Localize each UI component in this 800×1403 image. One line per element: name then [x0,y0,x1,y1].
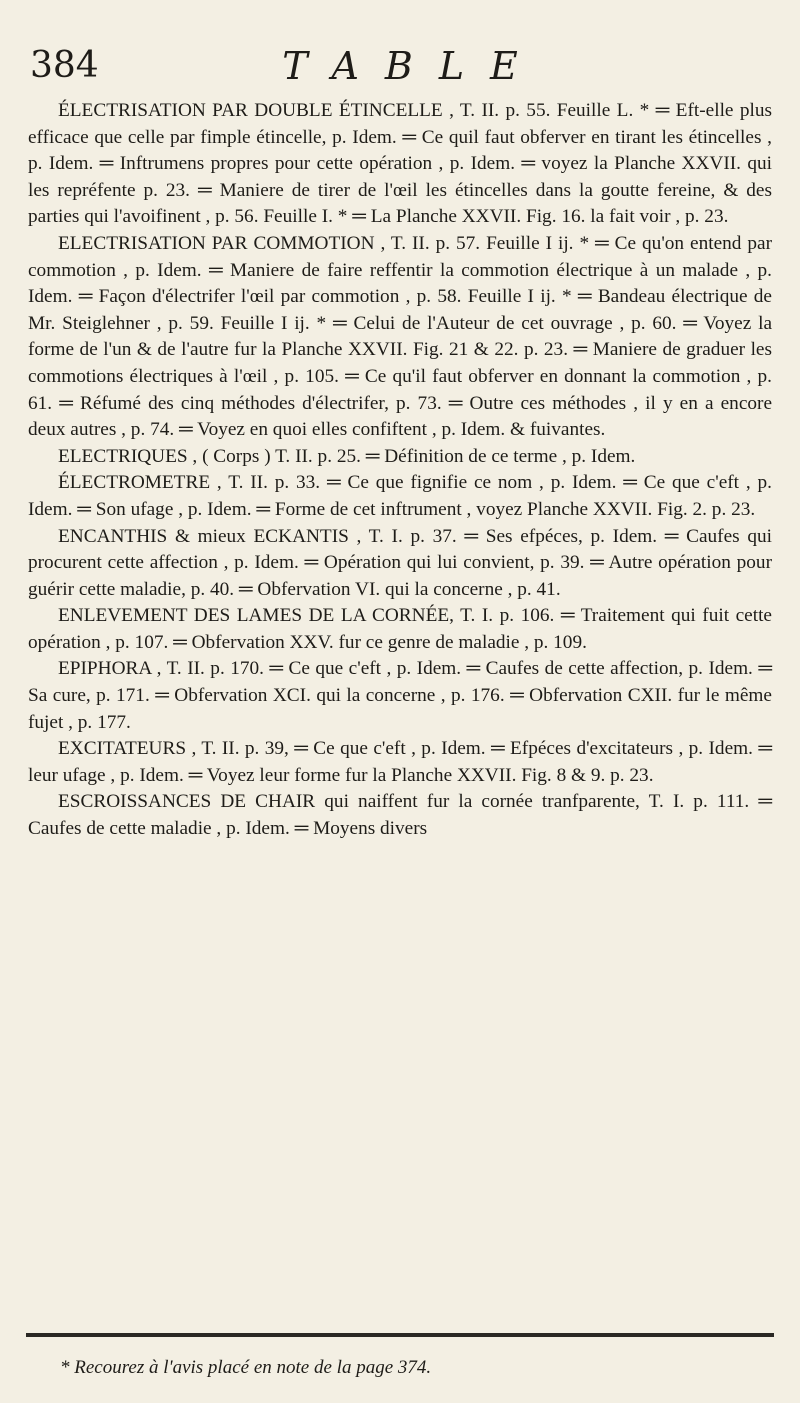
running-title: TABLE [282,44,544,88]
page-number: 384 [30,45,99,86]
index-entry: EXCITATEURS , T. II. p. 39, ═ Ce que c'eft , p. Idem. ═ Efpéces d'excitateurs , p. Idem. ═ leur ufage , p. Idem. ═ Voyez leur forme fur la Planche XXVII. Fig. 8 & 9. p. 23. [28,738,772,786]
index-entry: ÉLECTRISATION PAR DOUBLE ÉTINCELLE , T. II. p. 55. Feuille L. * ═ Eft-elle plus efficace que celle par fimple étincelle, p. Idem. ═ Ce quil faut obferver en tirant les étincelles , p. Idem. ═ Inftrumens propres pour cette opération , p. Idem. ═ voyez la Planche XXVII. qui les repréfente p. 23. ═ Maniere de tirer de l'œil les étincelles dans la goutte fereine, & des parties qui l'avoifinent , p. 56. Feuille I. * ═ La Planche XXVII. Fig. 16. la fait voir , p. 23. [28,100,772,228]
index-entry: ENCANTHIS & mieux ECKANTIS , T. I. p. 37. ═ Ses efpéces, p. Idem. ═ Caufes qui procurent cette affection , p. Idem. ═ Opération qui lui convient, p. 39. ═ Autre opération pour guérir cette maladie, p. 40. ═ Obfervation VI. qui la concerne , p. 41. [28,525,772,600]
page-header [30,36,770,96]
footnote-divider [26,1333,774,1337]
index-entry: ELECTRIQUES , ( Corps ) T. II. p. 25. ═ Définition de ce terme , p. Idem. [58,445,636,467]
index-entry: ELECTRISATION PAR COMMOTION , T. II. p. 57. Feuille I ij. * ═ Ce qu'on entend par commotion , p. Idem. ═ Maniere de faire reffentir la commotion électrique à un malade , p. Idem. ═ Façon d'électrifer l'œil par commotion , p. 58. Feuille I ij. * ═ Bandeau électrique de Mr. Steiglehner , p. 59. Feuille I ij. * ═ Celui de l'Auteur de cet ouvrage , p. 60. ═ Voyez la forme de l'un & de l'autre fur la Planche XXVII. Fig. 21 & 22. p. 23. ═ Maniere de graduer les commotions électriques à l'œil , p. 105. ═ Ce qu'il faut obferver en donnant la commotion , p. 61. ═ Réfumé des cinq méthodes d'électrifer, p. 73. ═ Outre ces méthodes , il y en a encore deux autres , p. 74. ═ Voyez en quoi elles confiftent , p. Idem. & fuivantes. [28,232,772,441]
index-body [28,98,772,843]
index-entry: ESCROISSANCES DE CHAIR qui naiffent fur la cornée tranfparente, T. I. p. 111. ═ Caufes de cette maladie , p. Idem. ═ Moyens divers [28,791,772,840]
footnote: * Recourez à l'avis placé en note de la page 374. [60,1357,432,1378]
index-entry: EPIPHORA , T. II. p. 170. ═ Ce que c'eft , p. Idem. ═ Caufes de cette affection, p. Idem. ═ Sa cure, p. 171. ═ Obfervation XCI. qui la concerne , p. 176. ═ Obfervation CXII. fur le même fujet , p. 177. [28,658,772,733]
index-entry: ENLEVEMENT DES LAMES DE LA CORNÉE, T. I. p. 106. ═ Traitement qui fuit cette opération , p. 107. ═ Obfervation XXV. fur ce genre de maladie , p. 109. [28,605,772,653]
index-entry: ÉLECTROMETRE , T. II. p. 33. ═ Ce que fignifie ce nom , p. Idem. ═ Ce que c'eft , p. Idem. ═ Son ufage , p. Idem. ═ Forme de cet inftrument , voyez Planche XXVII. Fig. 2. p. 23. [28,472,772,520]
